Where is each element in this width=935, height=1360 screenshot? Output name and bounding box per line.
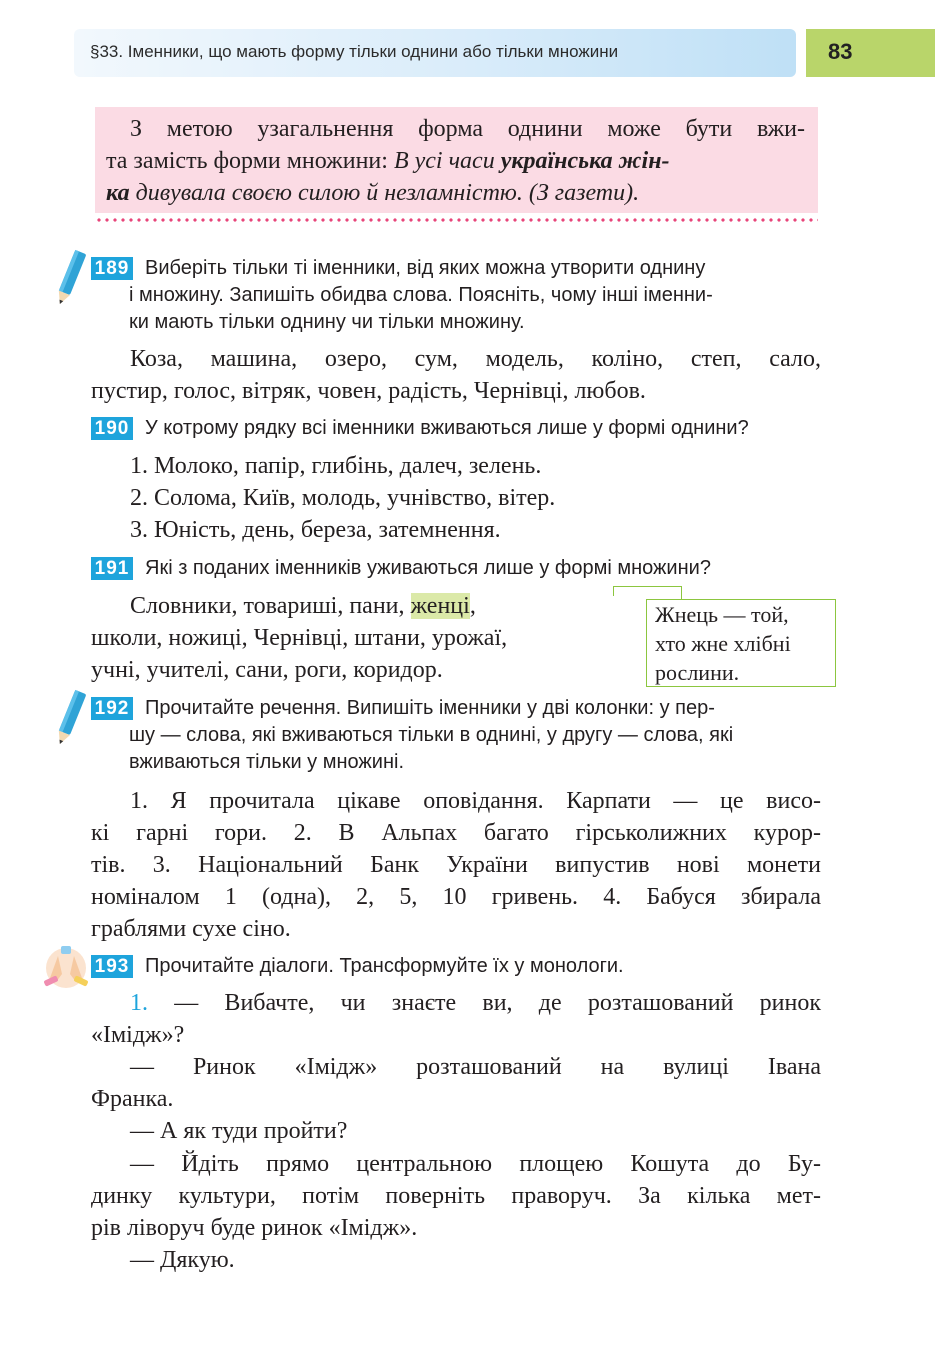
note-connector — [613, 586, 682, 587]
exercise-task-189-l3: ки мають тільки однину чи тільки множину. — [129, 311, 525, 333]
exercise-item-190-2: 2. Солома, Київ, молодь, учнівство, вітер. — [130, 485, 556, 511]
dialogue-line-3: — Ринок «Імідж» розташований на вулиці Івана — [130, 1054, 821, 1080]
dialogue-text: — Вибачте, чи знаєте ви, де розташований ринок — [148, 990, 821, 1016]
dialogue-line-9: — Дякую. — [130, 1247, 235, 1273]
dialogue-line-5: — А як туди пройти? — [130, 1118, 348, 1144]
dialogue-line-6: — Йдіть прямо центральною площею Кошута до Бу- — [130, 1151, 821, 1177]
exercise-text-192-l4: номіналом 1 (одна), 2, 5, 10 гривень. 4. Бабуся збирала — [91, 884, 821, 910]
exercise-task-189-l1: Виберіть тільки ті іменники, від яких можна утворити однину — [145, 257, 706, 279]
word-list: Словники, товариші, пани, — [130, 593, 411, 619]
exercise-task-192-l3: вживаються тільки у множині. — [129, 751, 405, 773]
definition-note — [646, 599, 836, 687]
rule-example-bold: ка — [106, 180, 130, 206]
dotted-divider — [95, 218, 818, 222]
exercise-number-189: 189 — [91, 257, 133, 280]
dialogue-line-1 — [130, 987, 821, 1019]
exercise-text-191-l1 — [130, 590, 476, 622]
section-title: §33. Іменники, що мають форму тільки однини або тільки множини — [90, 42, 619, 61]
note-connector — [681, 586, 682, 599]
exercise-number-190: 190 — [91, 417, 133, 440]
rule-line-1: З метою узагальнення форма однини може бути вжи- — [130, 116, 805, 142]
exercise-text-189-l2: пустир, голос, вітряк, човен, радість, Чернівці, любов. — [91, 378, 646, 404]
exercise-text-189-l1: Коза, машина, озеро, сум, модель, коліно, степ, сало, — [130, 346, 821, 372]
note-line-3: рослини. — [655, 660, 740, 685]
pencil-icon — [52, 688, 88, 750]
exercise-text-191-l3: учні, учителі, сани, роги, коридор. — [91, 657, 443, 683]
rule-example: дивувала своєю силою й незламністю. (З газети). — [129, 180, 640, 206]
dialogue-line-8: рів ліворуч буде ринок «Імідж». — [91, 1215, 418, 1241]
exercise-task-192-l1: Прочитайте речення. Випишіть іменники у дві колонки: у пер- — [145, 697, 715, 719]
note-line-1: Жнець — той, — [655, 602, 789, 627]
pair-work-icon — [40, 944, 92, 990]
exercise-text-192-l1: 1. Я прочитала цікаве оповідання. Карпати — це висо- — [130, 788, 821, 814]
exercise-text-192-l3: тів. 3. Національний Банк України випустив нові монети — [91, 852, 821, 878]
page-number-box — [806, 29, 935, 77]
dialogue-line-2: «Імідж»? — [91, 1022, 185, 1048]
exercise-task-191: Які з поданих іменників уживаються лише у формі множини? — [145, 557, 711, 579]
dialogue-line-4: Франка. — [91, 1086, 174, 1112]
exercise-text-192-l2: кі гарні гори. 2. В Альпах багато гірськолижних курор- — [91, 820, 821, 846]
page-number: 83 — [828, 39, 853, 64]
exercise-item-190-3: 3. Юність, день, береза, затемнення. — [130, 517, 501, 543]
exercise-number-193: 193 — [91, 955, 133, 978]
rule-text: та замість форми множини: — [106, 148, 394, 174]
exercise-task-189-l2: і множину. Запишіть обидва слова. Поясніть, чому інші іменни- — [129, 284, 713, 306]
rule-line-3 — [106, 177, 806, 209]
punctuation: , — [469, 593, 476, 619]
exercise-task-192-l2: шу — слова, які вживаються тільки в однині, у другу — слова, які — [129, 724, 734, 746]
exercise-text-191-l2: школи, ножиці, Чернівці, штани, урожаї, — [91, 625, 508, 651]
dialogue-line-7: динку культури, потім поверніть праворуч. За кілька мет- — [91, 1183, 821, 1209]
note-line-2: хто жне хлібні — [655, 631, 791, 656]
rule-example-bold: українська жін- — [500, 148, 670, 174]
exercise-item-190-1: 1. Молоко, папір, глибінь, далеч, зелень. — [130, 453, 542, 479]
rule-example: В усі часи — [393, 148, 501, 174]
rule-line-2 — [106, 145, 806, 177]
note-connector — [613, 586, 614, 596]
pencil-icon — [52, 248, 88, 310]
exercise-number-192: 192 — [91, 697, 133, 720]
exercise-number-191: 191 — [91, 557, 133, 580]
exercise-task-193: Прочитайте діалоги. Трансформуйте їх у монологи. — [145, 955, 624, 977]
exercise-text-192-l5: граблями сухе сіно. — [91, 916, 291, 942]
highlighted-word: женці — [410, 593, 470, 619]
exercise-task-190: У котрому рядку всі іменники вживаються лише у формі однини? — [145, 417, 749, 439]
dialogue-number: 1. — [130, 990, 148, 1016]
